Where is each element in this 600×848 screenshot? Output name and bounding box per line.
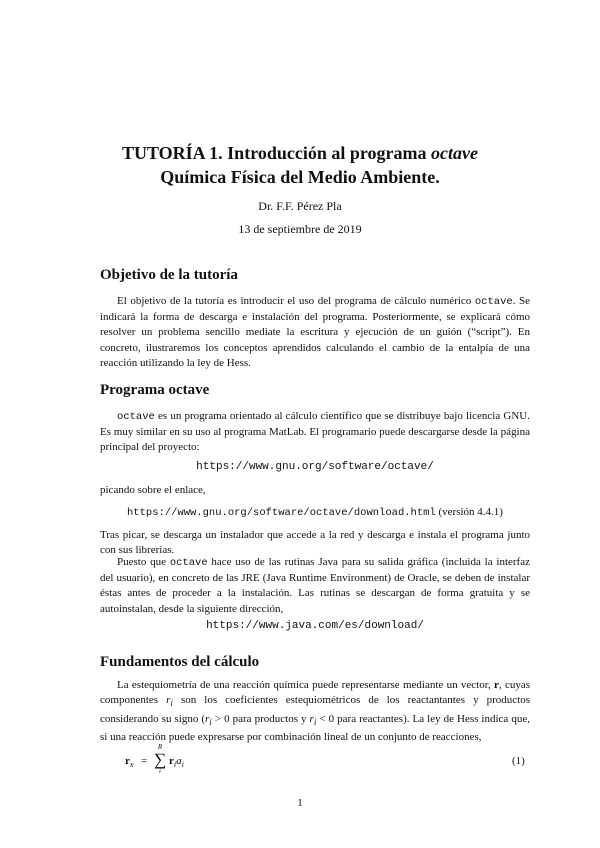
eq-term-a: a [176, 755, 182, 767]
date: 13 de septiembre de 2019 [238, 222, 362, 236]
eq-term-r-sub: i [173, 760, 177, 770]
objetivo-text-1: El objetivo de la tutoría es introducir el uso del programa de cálculo numérico [117, 295, 475, 307]
less-than-zero: < 0 [316, 712, 335, 725]
eq-subscript-x: x [129, 760, 134, 770]
title-text: TUTORÍA 1. Introducción al programa [121, 143, 432, 163]
section-title-programa: Programa octave [100, 382, 210, 398]
document-subtitle: Química Física del Medio Ambiente. [160, 167, 440, 187]
component-r-symbol: r [309, 712, 314, 725]
component-r-symbol: r [205, 712, 210, 725]
programa-text-1: es un programa orientado al cálculo científico que se distribuye bajo licencia GNU. Es muy similar en su uso al programa MatLab. El programario puede descargarse desde la página principal del proyecto: [100, 410, 530, 454]
url-download-line [100, 505, 530, 521]
section-title-fundamentos: Fundamentos del cálculo [100, 654, 260, 670]
component-r-symbol: r [166, 694, 171, 707]
sum-upper-limit: R [157, 743, 163, 751]
fund-text-5: para reactantes). La ley de Hess indica que, si una reacción puede expresarse por combinación lineal de un conjunto de reacciones, [100, 712, 530, 743]
url-java-download: https://www.java.com/es/download/ [206, 620, 424, 632]
programa-text-4b: hace uso de las rutinas Java para su salida gráfica (incluida la interfaz del usuario), en concreto de las JRE (Java Runtime Environment) de Oracle, se deben de instalar éstas antes de proceder a la instalación. Las rutinas se descargan de forma gratuita y se autoinstalan, desde la siguiente dirección, [100, 556, 530, 615]
title-block [0, 141, 600, 189]
paragraph-objetivo [100, 294, 530, 371]
url-gnu-octave: https://www.gnu.org/software/octave/ [196, 461, 434, 473]
paragraph-programa-1 [100, 409, 530, 456]
url-gnu-download: https://www.gnu.org/software/octave/download.html [127, 507, 436, 519]
paragraph-fundamentos [100, 678, 530, 745]
fund-text-1: La estequiometría de una reacción química puede representarse mediante un vector, [117, 679, 495, 691]
eq-term-a-sub: i [181, 760, 184, 770]
paragraph-programa-4 [100, 555, 530, 617]
fund-text-2: , cuyas componentes [100, 679, 531, 707]
paragraph-programa-3: Tras picar, se descarga un instalador que accede a la red y descarga e instala el programa junto con sus librerías. [100, 529, 530, 557]
vector-r-symbol: r [494, 679, 499, 691]
inline-code-octave: octave [169, 557, 208, 569]
document-title [0, 141, 600, 165]
inline-code-octave: octave [117, 411, 155, 423]
fund-text-4: para productos y [229, 712, 310, 725]
fund-text-3: son los coeficientes estequiométricos de los reactantantes y productos considerando su signo ( [100, 694, 530, 725]
section-title-objetivo: Objetivo de la tutoría [100, 267, 238, 283]
sum-lower-limit: i [159, 767, 161, 775]
eq-vector-r: r [125, 755, 130, 767]
objetivo-text-2: . Se indicará la forma de descarga e instalación del programa. Posteriormente, se explicará cómo resolver un problema sencillo mediate la escritura y ejecución de un guión (“script”). En concreto, ilustraremos los conceptos aprendidos calculando el cambio de la entalpía de una reacción utilizando la ley de Hess. [100, 295, 531, 369]
version-note: (versión 4.4.1) [435, 506, 503, 518]
equation-lhs [125, 755, 133, 769]
subscript-i: i [209, 716, 212, 727]
equation-number: (1) [512, 755, 525, 767]
subscript-i: i [170, 698, 173, 709]
greater-than-zero: > 0 [211, 712, 230, 725]
programa-text-4a: Puesto que [117, 556, 170, 568]
sum-symbol: ∑ [153, 750, 167, 769]
eq-term-r: r [169, 755, 174, 767]
author: Dr. F.F. Pérez Pla [258, 199, 342, 213]
title-italic-word: octave [431, 143, 478, 163]
inline-code-octave: octave [474, 296, 513, 308]
page-number: 1 [297, 797, 303, 809]
eq-equals-sign: = [141, 755, 148, 767]
paragraph-programa-2: picando sobre el enlace, [100, 484, 206, 496]
subscript-i: i [313, 716, 317, 727]
equation-term [169, 755, 184, 769]
